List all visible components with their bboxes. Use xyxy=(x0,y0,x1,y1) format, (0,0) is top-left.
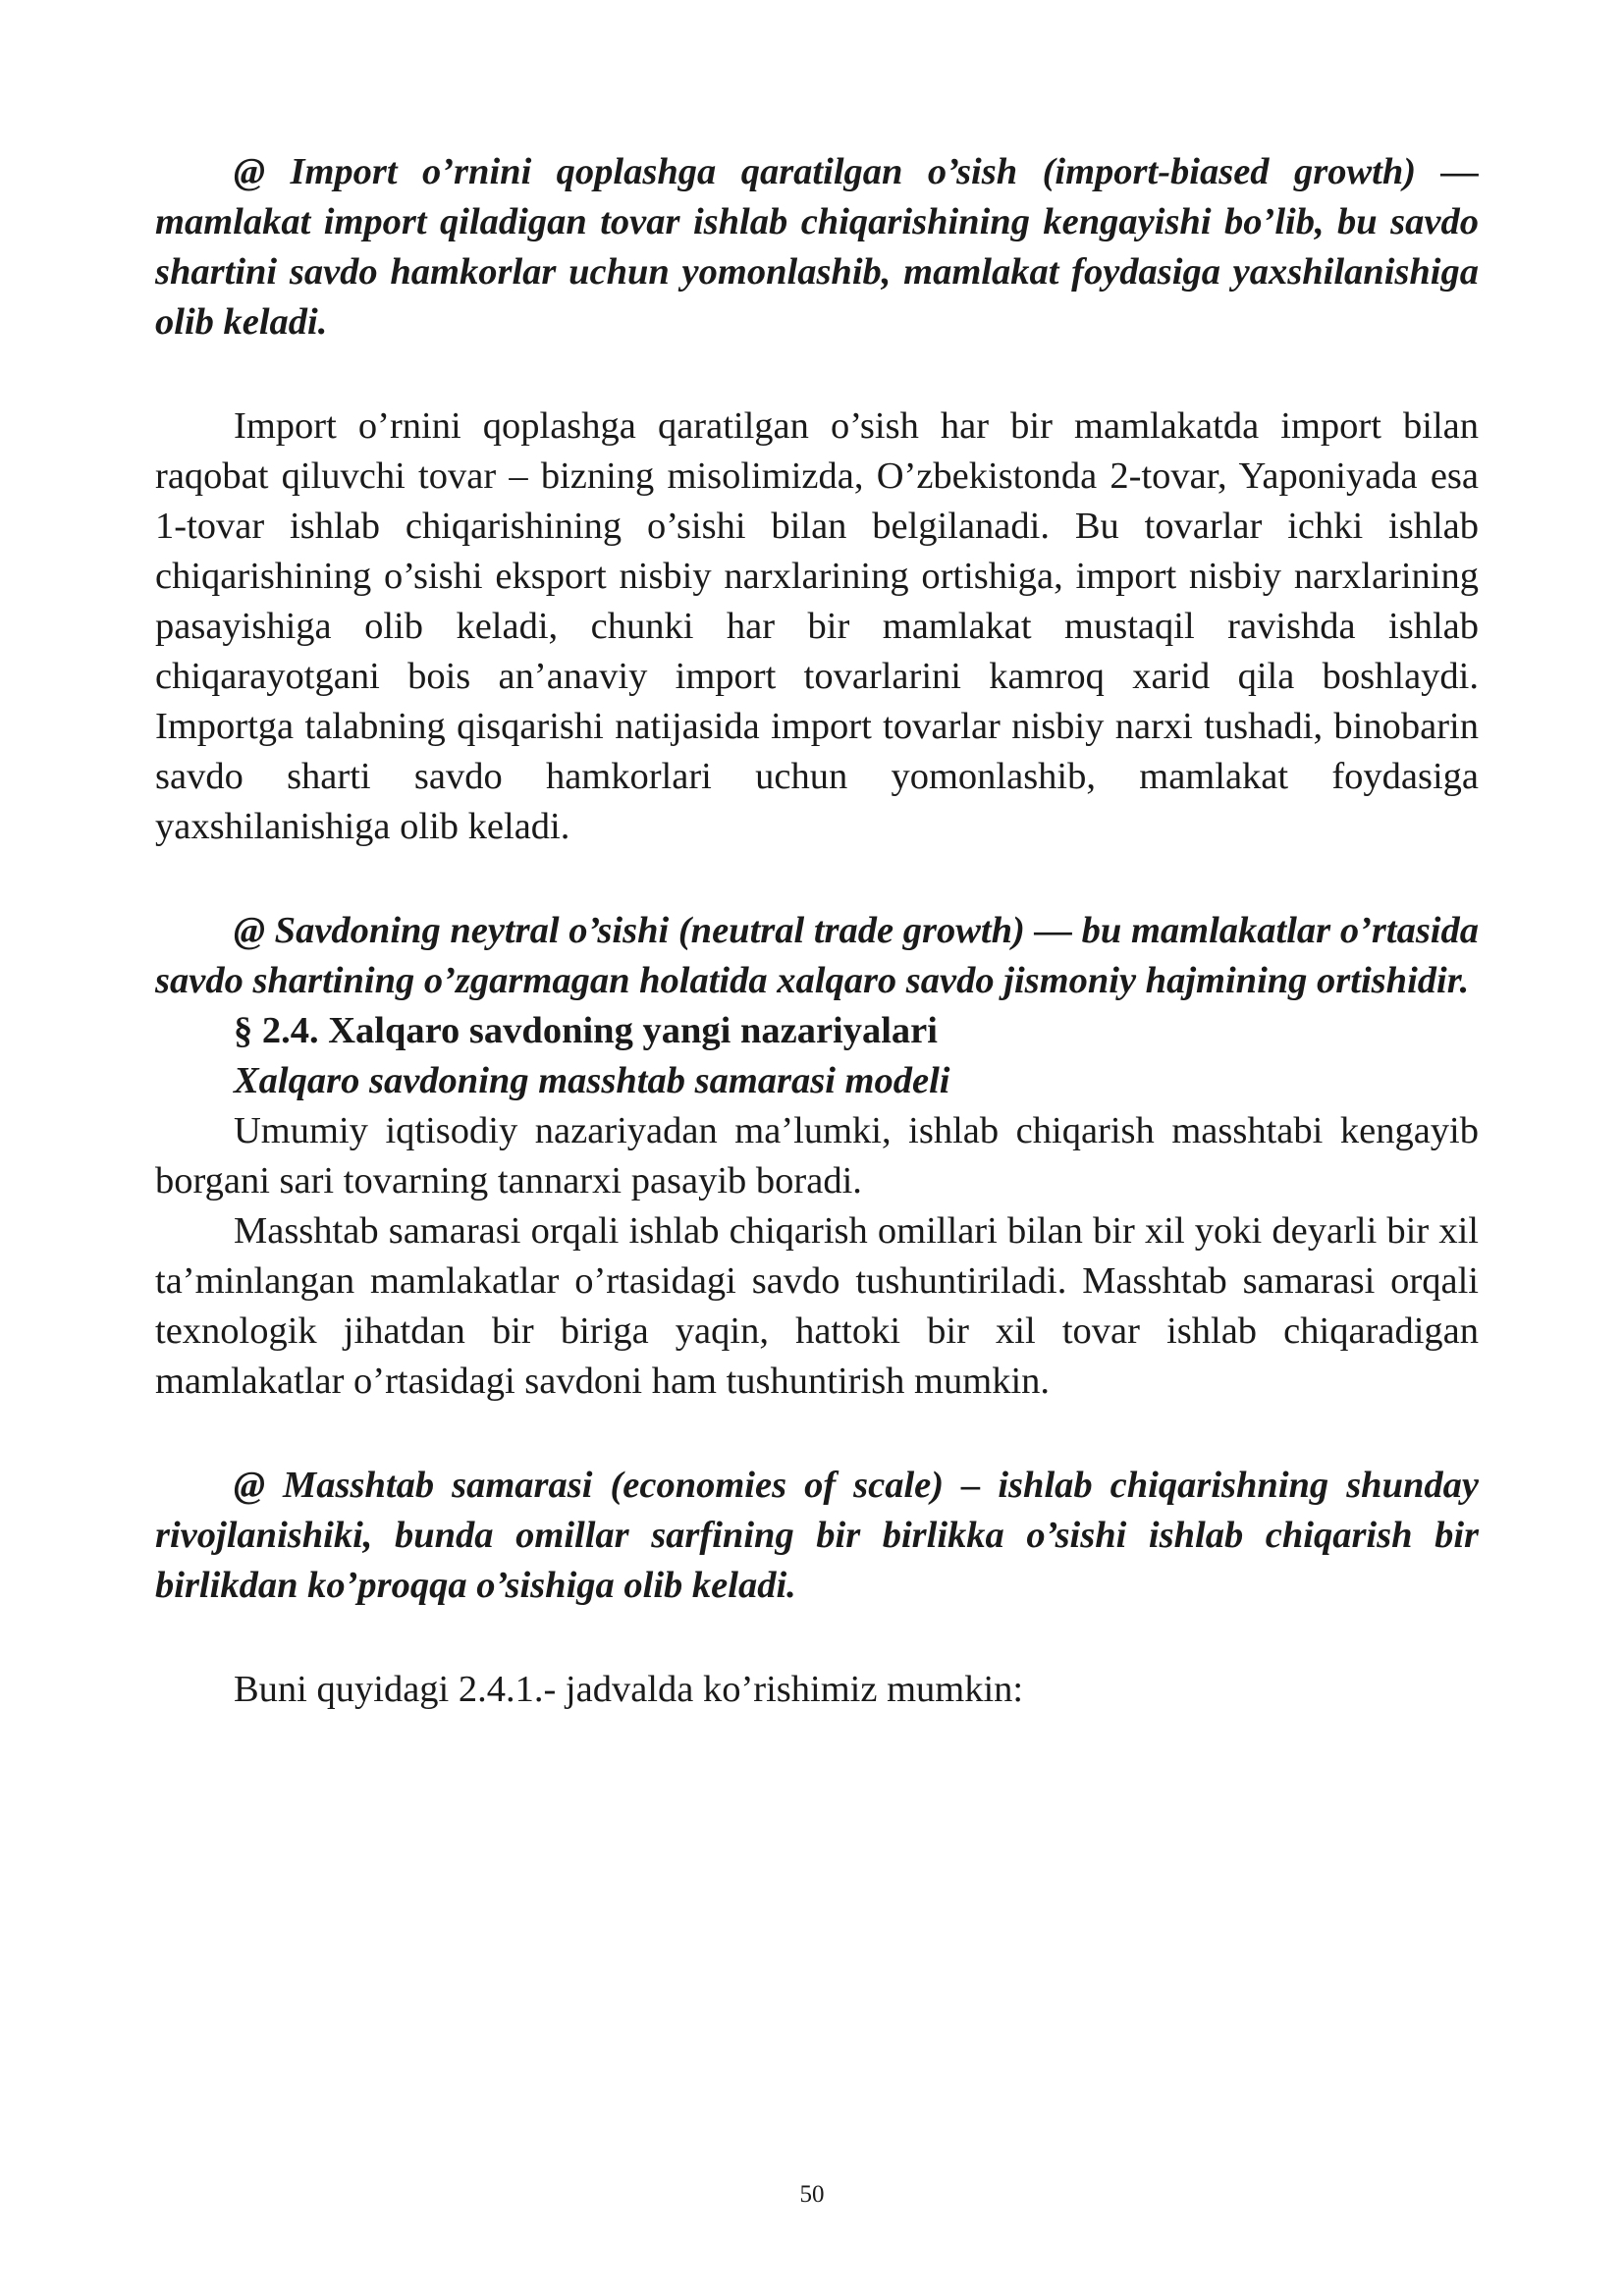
paragraph-scale-explanation: Masshtab samarasi orqali ishlab chiqarish omillari bilan bir xil yoki deyarli bir xil ta’minlangan mamlakatlar o’rtasidagi savdo tushuntiriladi. Masshtab samarasi orqali texnologik jihatdan bir biriga yaqin, hattoki bir xil tovar ishlab chiqaradigan mamlakatlar o’rtasidagi savdoni ham tushuntirish mumkin. xyxy=(155,1210,1479,1402)
definition-import-biased-growth: @ Import o’rnini qoplashga qaratilgan o’sish (import-biased growth) — mamlakat import qiladigan tovar ishlab chiqarishining kengayishi bo’lib, bu savdo shartini savdo hamkorlar uchun yomonlashib, mamlakat foydasiga yaxshilanishiga olib keladi. xyxy=(155,151,1479,343)
definition-neutral-trade-growth: @ Savdoning neytral o’sishi (neutral trade growth) — bu mamlakatlar o’rtasida savdo shartining o’zgarmagan holatida xalqaro savdo jismoniy hajmining ortishidir. xyxy=(155,910,1479,1001)
page-number: 50 xyxy=(799,2181,825,2208)
definition-economies-of-scale: @ Masshtab samarasi (economies of scale) – ishlab chiqarishning shunday rivojlanishiki, bunda omillar sarfining bir birlikka o’sishi ishlab chiqarish bir birlikdan ko’proqqa o’sishiga olib keladi. xyxy=(155,1465,1479,1606)
paragraph-table-reference: Buni quyidagi 2.4.1.- jadvalda ko’rishimiz mumkin: xyxy=(234,1669,1024,1710)
section-heading: § 2.4. Xalqaro savdoning yangi nazariyalari xyxy=(234,1010,938,1051)
document-page xyxy=(155,147,1479,1715)
paragraph-scale-intro: Umumiy iqtisodiy nazariyadan ma’lumki, ishlab chiqarish masshtabi kengayib borgani sari tovarning tannarxi pasayib boradi. xyxy=(155,1110,1479,1201)
section-subheading: Xalqaro savdoning masshtab samarasi modeli xyxy=(234,1060,950,1101)
paragraph-import-biased-explanation: Import o’rnini qoplashga qaratilgan o’sish har bir mamlakatda import bilan raqobat qiluvchi tovar – bizning misolimizda, O’zbekistonda 2-tovar, Yaponiyada esa 1-tovar ishlab chiqarishining o’sishi bilan belgilanadi. Bu tovarlar ichki ishlab chiqarishining o’sishi eksport nisbiy narxlarining ortishiga, import nisbiy narxlarining pasayishiga olib keladi, chunki har bir mamlakat mustaqil ravishda ishlab chiqarayotgani bois an’anaviy import tovarlarini kamroq xarid qila boshlaydi. Importga talabning qisqarishi natijasida import tovarlar nisbiy narxi tushadi, binobarin savdo sharti savdo hamkorlari uchun yomonlashib, mamlakat foydasiga yaxshilanishiga olib keladi. xyxy=(155,405,1479,847)
